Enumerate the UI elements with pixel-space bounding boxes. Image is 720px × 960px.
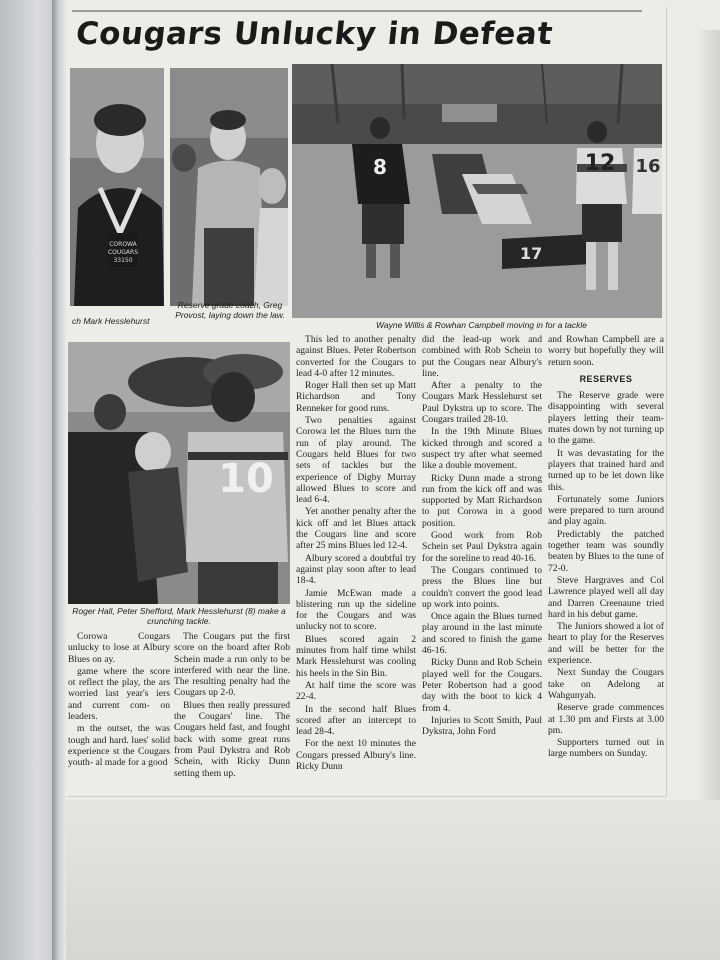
coach-jersey-text: COROWA	[109, 241, 137, 248]
paragraph: Once again the Blues turned play around in the last minute and scored to finish the game 46-16.	[422, 611, 542, 657]
paragraph: Jamie McEwan made a blistering run up the sideline for the Cougars and was unlucky not to score.	[296, 587, 416, 633]
headline: Cougars Unlucky in Defeat	[74, 16, 555, 52]
paragraph: Yet another penalty after the kick off and let Blues attack the Cougars line and score after 25 mins Blues led 12-4.	[296, 506, 416, 552]
article-column-3	[296, 334, 416, 773]
paragraph: Supporters turned out in large numbers on Sunday.	[548, 737, 664, 760]
paragraph: For the next 10 minutes the Cougars pressed Albury's line. Ricky Dunn	[296, 738, 416, 772]
paragraph: Albury scored a doubtful try against play soon after to lead 18-4.	[296, 552, 416, 587]
paragraph: Ricky Dunn made a strong run from the kick off and was supported by Matt Richardson to put Corowa in a good position.	[422, 472, 542, 529]
paragraph: game where the score ot reflect the play, the ars worried last year's iers and current com- on leaders.	[68, 665, 170, 723]
article-column-5	[548, 334, 664, 761]
jersey-number-12: 12	[584, 151, 616, 176]
reserve-coach-photo	[170, 68, 288, 306]
article-column-4	[422, 334, 542, 738]
paragraph: Predictably the patched together team was soundly beaten by Blues to the tune of 72-0.	[548, 528, 664, 574]
paragraph: Fortunately some Juniors were prepared to turn around and play again.	[548, 493, 664, 528]
coach-caption: ch Mark Hesslehurst	[72, 316, 150, 326]
paragraph: Next Sunday the Cougars take on Adelong at Wahgunyah.	[548, 667, 664, 701]
coach-photo-image	[70, 68, 164, 306]
paragraph: Blues scored again 2 minutes from half time whilst Mark Hesslehurst was cooling his heels in the Sin Bin.	[296, 633, 416, 679]
jersey-number-16: 16	[635, 156, 661, 177]
paragraph: Injuries to Scott Smith, Paul Dykstra, John Ford	[422, 714, 542, 738]
paragraph: The Cougars continued to press the Blues line but couldn't convert the good lead up work into points.	[422, 564, 542, 610]
paragraph: The Juniors showed a lot of heart to play for the Reserves and will be better for the experience.	[548, 621, 664, 667]
tackle-photo	[292, 64, 662, 318]
newspaper-clipping	[66, 6, 666, 796]
crunching-tackle-photo	[68, 342, 290, 604]
jersey-number-8: 8	[373, 155, 387, 179]
paragraph: Good work from Rob Schein set Paul Dykstra again for the soreline to read 40-16.	[422, 530, 542, 564]
reserves-heading: RESERVES	[579, 373, 633, 384]
crunching-tackle-image	[68, 342, 290, 604]
paragraph: Two penalties against Corowa let the Blues turn the run of play around. The Cougars held Blues for two sets of tackles but the experience of Digby Murray allowed Blues to score and lead 6-4.	[296, 415, 416, 506]
paragraph: Reserve grade commences at 1.30 pm and Firsts at 3.00 pm.	[548, 702, 664, 736]
coach-photo	[70, 68, 164, 306]
paragraph: In the 19th Minute Blues kicked through and scored a suspect try after what seemed like a double movement.	[422, 426, 542, 472]
svg-text:33150: 33150	[113, 257, 133, 264]
jersey-number-17: 17	[520, 244, 543, 263]
paragraph: Blues then really pressured the Cougars' line. The Cougars held fast, and fought back with some great runs from Paul Dykstra and Rob Schein, with Ricky Dunn setting them up.	[174, 699, 290, 779]
paragraph: m the outset, the was tough and hard. lues' solid experience st the Cougars youth- al made for a good	[68, 723, 170, 769]
jersey-number-10: 10	[218, 456, 274, 502]
paragraph: Steve Hargraves and Col Lawrence played well all day and Darren Creenaune tried hard in his debut game.	[548, 574, 664, 620]
svg-text:COUGARS: COUGARS	[107, 249, 139, 256]
article-column-2	[174, 631, 290, 780]
paragraph: It was devastating for the players that trained hard and turned up to be let down like this.	[548, 447, 664, 493]
crunching-tackle-caption: Roger Hall, Peter Shefford, Mark Hesslehurst (8) make a crunching tackle.	[72, 606, 286, 626]
article-column-1	[68, 631, 170, 770]
page-lower-area	[66, 800, 720, 960]
paragraph: The Reserve grade were disappointing with several players letting their team-mates down by not turning up to the game.	[548, 390, 664, 447]
paragraph: Ricky Dunn and Rob Schein played well for the Cougars. Peter Robertson had a good day with the boot to kick 4 from 4.	[422, 657, 542, 714]
tackle-photo-image	[292, 64, 662, 318]
paragraph: This led to another penalty against Blues. Peter Robertson converted for the Cougars to lead 4-0 after 12 minutes.	[296, 334, 416, 379]
book-spine	[52, 0, 66, 960]
paragraph: did the lead-up work and combined with Rob Schein to put the Cougars near Albury's line.	[422, 334, 542, 379]
paragraph: At half time the score was 22-4.	[296, 679, 416, 703]
reserve-coach-caption: Reserve grade coach, Greg Provost, laying down the law.	[175, 300, 285, 320]
paragraph: Corowa Cougars unlucky to lose at Albury Blues on ay.	[68, 631, 170, 665]
reserve-coach-image	[170, 68, 288, 306]
tackle-caption: Wayne Willis & Rowhan Campbell moving in for a tackle	[376, 320, 587, 330]
paragraph: The Cougars put the first score on the board after Rob Schein made a run only to be interfered with near the line. The resulting penalty had the Cougars up 2-0.	[174, 631, 290, 699]
paragraph: In the second half Blues scored after an intercept to lead 28-4.	[296, 703, 416, 738]
paragraph: Roger Hall then set up Matt Richardson and Tony Renneker for good runs.	[296, 380, 416, 414]
paragraph: and Rowhan Campbell are a worry but hopefully they will return soon.	[548, 334, 664, 368]
paragraph: After a penalty to the Cougars Mark Hesslehurst set Paul Dykstra up to score. The Cougars trailed 28-10.	[422, 380, 542, 426]
